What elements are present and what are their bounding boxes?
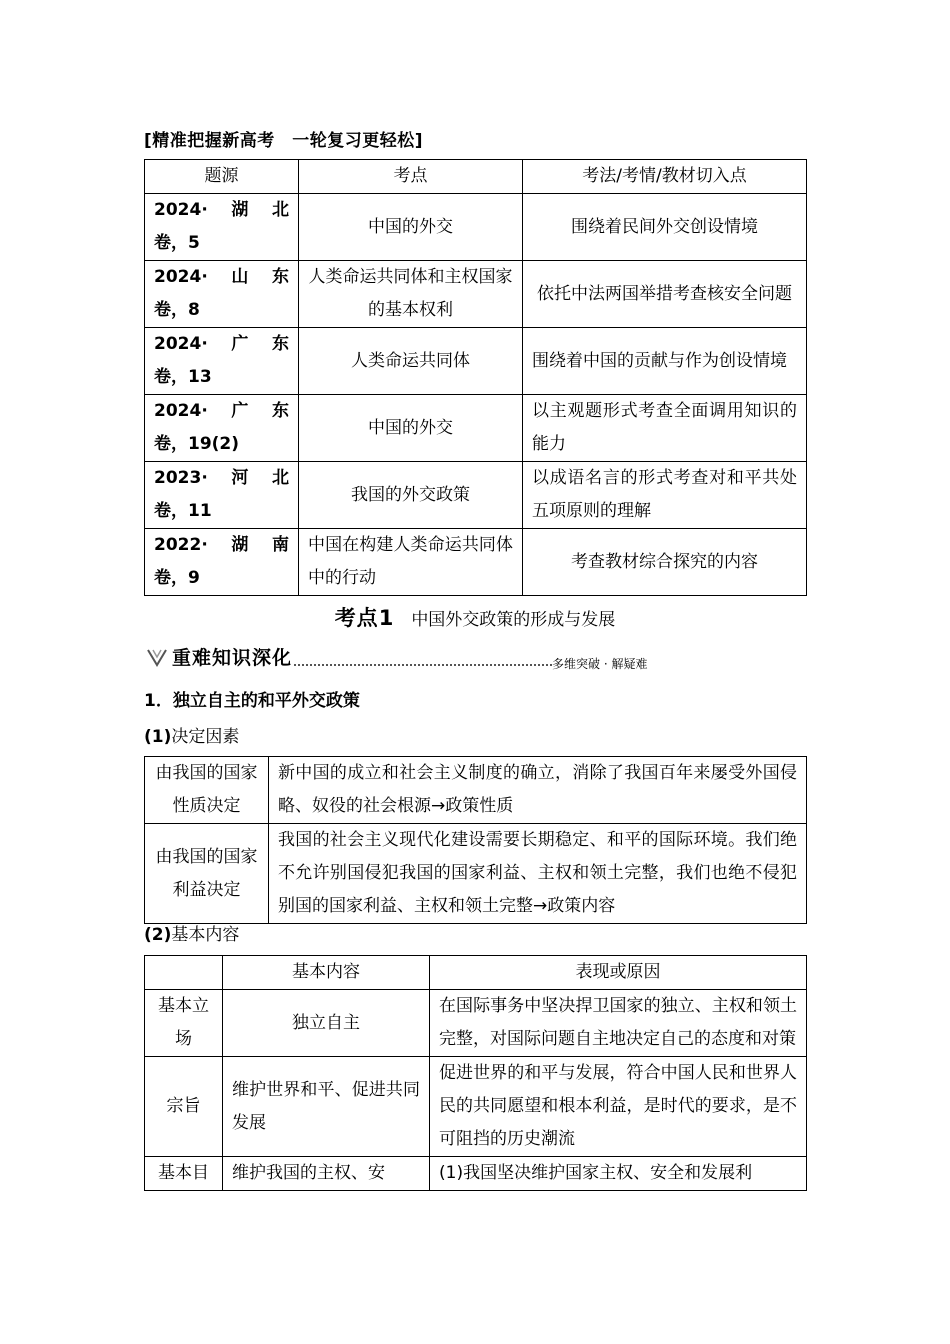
subsection-a-num: (1): [144, 727, 172, 747]
header-reason: 表现或原因: [430, 956, 807, 990]
source-cell: [145, 194, 299, 261]
source-cell: [145, 462, 299, 529]
source-line2: 卷，13: [154, 367, 212, 387]
header-source: 题源: [145, 160, 299, 194]
factor-content-cell: 新中国的成立和社会主义制度的确立，消除了我国百年来屡受外国侵略、奴役的社会根源→政策性质: [269, 757, 807, 824]
source-line1: 2022· 湖 南: [154, 535, 289, 555]
factor-label-cell: 由我国的国家性质决定: [145, 757, 269, 824]
point-cell: 人类命运共同体和主权国家的基本权利: [299, 261, 523, 328]
point-cell: 我国的外交政策: [299, 462, 523, 529]
table-row: [145, 194, 807, 261]
header-method: 考法/考情/教材切入点: [523, 160, 807, 194]
table-row: [145, 395, 807, 462]
table-row: [145, 824, 807, 924]
table-row: [145, 328, 807, 395]
method-cell: 依托中法两国举措考查核安全问题: [523, 261, 807, 328]
factor-content-cell: 我国的社会主义现代化建设需要长期稳定、和平的国际环境。我们绝不允许别国侵犯我国的国家利益、主权和领土完整，我们也绝不侵犯别国的国家利益、主权和领土完整→政策内容: [269, 824, 807, 924]
banner-title: 重难知识深化: [172, 647, 293, 669]
table-row: [145, 1157, 807, 1191]
banner-dotted-line: [294, 664, 552, 666]
subsection-b-num: (2): [144, 925, 172, 945]
content-table: [144, 955, 807, 1191]
source-line1: 2024· 山 东: [154, 267, 289, 287]
banner-subtitle: 多维突破 · 解疑难: [552, 657, 648, 671]
kaodian-number: 1: [378, 606, 394, 630]
subsection-b-text: 基本内容: [171, 925, 240, 945]
method-cell: 以主观题形式考查全面调用知识的能力: [523, 395, 807, 462]
bracket-heading: [精准把握新高考 一轮复习更轻松]: [144, 131, 424, 151]
source-line1: 2024· 湖 北: [154, 200, 289, 220]
factor-label-cell: 由我国的国家利益决定: [145, 824, 269, 924]
method-cell: 以成语名言的形式考查对和平共处五项原则的理解: [523, 462, 807, 529]
source-line1: 2024· 广 东: [154, 401, 289, 421]
subsection-a-text: 决定因素: [171, 727, 240, 747]
content-cell: 独立自主: [223, 990, 430, 1057]
source-line2: 卷，11: [154, 501, 212, 521]
source-line1: 2024· 广 东: [154, 334, 289, 354]
reason-cell: 促进世界的和平与发展，符合中国人民和世界人民的共同愿望和根本利益，是时代的要求，是不可阻挡的历史潮流: [430, 1057, 807, 1157]
reason-cell: 在国际事务中坚决捍卫国家的独立、主权和领土完整，对国际问题自主地决定自己的态度和对策: [430, 990, 807, 1057]
table-row: [145, 462, 807, 529]
source-line2: 卷，19(2): [154, 434, 240, 454]
table-row: [145, 990, 807, 1057]
table-row: [145, 261, 807, 328]
content-label-cell: 基本立场: [145, 990, 223, 1057]
section-banner: [144, 640, 648, 680]
point-cell: 中国在构建人类命运共同体中的行动: [299, 529, 523, 596]
source-cell: [145, 261, 299, 328]
source-line2: 卷，8: [154, 300, 200, 320]
source-cell: [145, 529, 299, 596]
point-cell: 人类命运共同体: [299, 328, 523, 395]
source-line1: 2023· 河 北: [154, 468, 289, 488]
table-header-row: [145, 160, 807, 194]
triangle-icon: [146, 646, 168, 668]
source-line2: 卷，9: [154, 568, 200, 588]
header-content: 基本内容: [223, 956, 430, 990]
subsection-b-title: [144, 920, 239, 945]
point-cell: 中国的外交: [299, 194, 523, 261]
factors-table: [144, 756, 807, 924]
source-cell: [145, 328, 299, 395]
point-cell: 中国的外交: [299, 395, 523, 462]
method-cell: 考查教材综合探究的内容: [523, 529, 807, 596]
table-row: [145, 1057, 807, 1157]
kaodian-title: 中国外交政策的形成与发展: [411, 610, 616, 630]
method-cell: 围绕着民间外交创设情境: [523, 194, 807, 261]
reason-cell: (1)我国坚决维护国家主权、安全和发展利: [430, 1157, 807, 1191]
table-header-row: [145, 956, 807, 990]
content-label-cell: 基本目: [145, 1157, 223, 1191]
content-cell: 维护世界和平、促进共同发展: [223, 1057, 430, 1157]
section-1-title: 1．独立自主的和平外交政策: [144, 691, 360, 711]
kaodian-label: 考点: [334, 606, 379, 630]
source-cell: [145, 395, 299, 462]
subsection-a-title: [144, 722, 239, 747]
table-row: [145, 529, 807, 596]
header-empty: [145, 956, 223, 990]
header-point: 考点: [299, 160, 523, 194]
kaodian-heading: [0, 602, 950, 632]
content-label-cell: 宗旨: [145, 1057, 223, 1157]
overview-table: [144, 159, 807, 596]
table-row: [145, 757, 807, 824]
content-cell: 维护我国的主权、安: [223, 1157, 430, 1191]
source-line2: 卷，5: [154, 233, 200, 253]
method-cell: 围绕着中国的贡献与作为创设情境: [523, 328, 807, 395]
